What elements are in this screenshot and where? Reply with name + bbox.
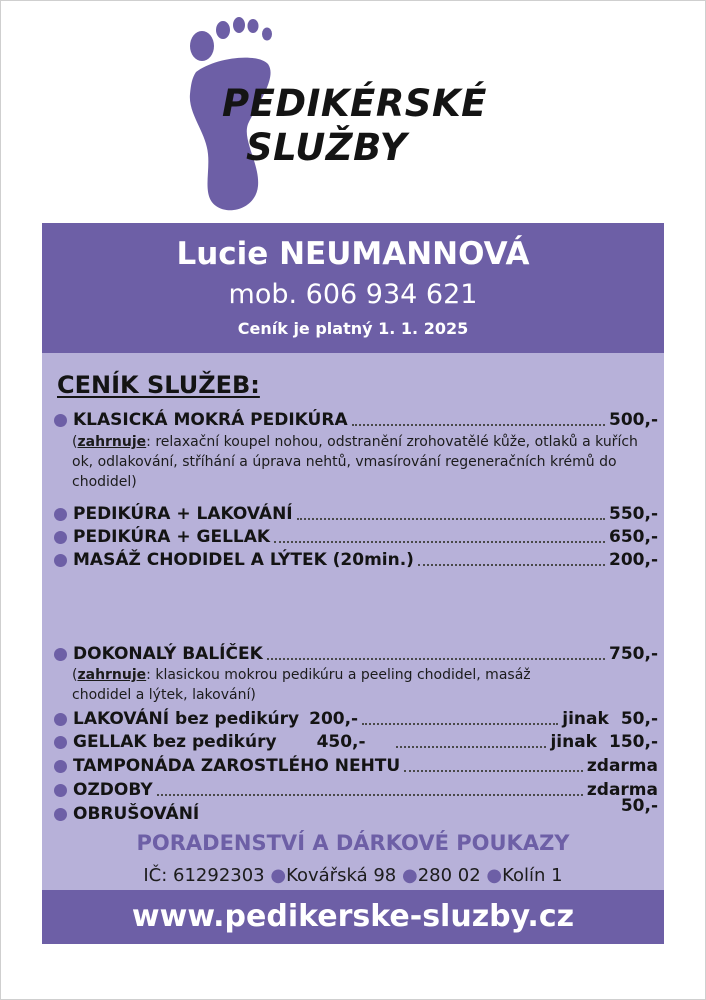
dot-leader <box>362 723 558 725</box>
validity-note: Ceník je platný 1. 1. 2025 <box>237 319 469 338</box>
desc-includes: zahrnuje <box>77 434 147 450</box>
price-row <box>54 779 658 801</box>
brand-line2: SLUŽBY <box>246 126 408 169</box>
bullet-dot-icon <box>54 414 67 427</box>
separator-dot-icon: ● <box>270 865 287 886</box>
street-address: Kovářská 98 <box>286 865 397 886</box>
brand-logo-text <box>222 82 487 170</box>
dot-leader <box>267 658 605 660</box>
service-label: KLASICKÁ MOKRÁ PEDIKÚRA <box>73 410 348 430</box>
service-label: GELLAK bez pedikúry <box>73 732 277 752</box>
dot-leader <box>297 518 605 520</box>
price-row <box>54 731 658 753</box>
dot-leader <box>157 794 583 796</box>
price-row <box>54 643 658 665</box>
bullet-dot-icon <box>54 808 67 821</box>
bullet-dot-icon <box>54 531 67 544</box>
desc-includes: zahrnuje <box>77 667 147 683</box>
dot-leader <box>352 424 605 426</box>
brand-line1: PEDIKÉRSKÉ <box>222 82 487 125</box>
bullet-dot-icon <box>54 736 67 749</box>
zip-code: 280 02 <box>417 865 481 886</box>
service-price: zdarma <box>586 756 658 776</box>
service-price: 750,- <box>609 644 658 664</box>
service-description <box>72 432 652 492</box>
pricelist-title: CENÍK SLUŽEB: <box>57 371 260 399</box>
service-price: 200,- <box>309 709 359 729</box>
price-row <box>54 503 658 525</box>
dot-leader <box>396 746 547 748</box>
bullet-dot-icon <box>54 554 67 567</box>
desc-text: : klasickou mokrou pedikúru a peeling chodidel, masáž chodidel a lýtek, lakování) <box>72 667 531 703</box>
owner-name: Lucie NEUMANNOVÁ <box>176 236 530 272</box>
price-row <box>54 549 658 571</box>
other-label: jinak <box>562 709 609 729</box>
advice-heading: PORADENSTVÍ A DÁRKOVÉ POUKAZY <box>136 831 570 855</box>
phone-number[interactable]: mob. 606 934 621 <box>228 279 478 310</box>
dot-leader <box>418 564 605 566</box>
service-label: OZDOBY <box>73 780 153 800</box>
pricelist-panel <box>42 353 664 890</box>
bullet-dot-icon <box>54 713 67 726</box>
bullet-dot-icon <box>54 648 67 661</box>
service-description <box>72 665 572 705</box>
price-row <box>54 526 658 548</box>
service-price: 500,- <box>609 410 658 430</box>
price-row <box>54 796 658 825</box>
dot-leader <box>404 770 583 772</box>
service-label: DOKONALÝ BALÍČEK <box>73 644 263 664</box>
dot-leader <box>274 541 605 543</box>
service-price: 450,- <box>316 732 366 752</box>
other-label: jinak <box>550 732 597 752</box>
desc-prefix: ( <box>72 434 78 450</box>
website-link[interactable]: www.pedikerske-sluzby.cz <box>42 890 664 944</box>
service-price: 200,- <box>609 550 658 570</box>
desc-prefix: ( <box>72 667 78 683</box>
separator-dot-icon: ● <box>401 865 418 886</box>
service-label: PEDIKÚRA + LAKOVÁNÍ <box>73 504 293 524</box>
separator-dot-icon: ● <box>486 865 503 886</box>
price-row <box>54 409 658 431</box>
price-row <box>54 755 658 777</box>
bullet-dot-icon <box>54 508 67 521</box>
desc-text: : relaxační koupel nohou, odstranění zrohovatělé kůže, otlaků a kuřích ok, odlakování, stříhání a úprava nehtů, vmasírování regeneračních krémů do chodidel) <box>72 434 638 490</box>
city: Kolín 1 <box>502 865 563 886</box>
company-info <box>42 865 664 886</box>
service-price: 50,- <box>620 796 658 816</box>
service-label: TAMPONÁDA ZAROSTLÉHO NEHTU <box>73 756 401 776</box>
price-row <box>54 708 658 730</box>
service-price: 650,- <box>609 527 658 547</box>
header-band <box>42 223 664 353</box>
bullet-dot-icon <box>54 760 67 773</box>
company-id: IČ: 61292303 <box>143 865 265 886</box>
service-label: MASÁŽ CHODIDEL A LÝTEK (20min.) <box>73 550 414 570</box>
service-label: LAKOVÁNÍ bez pedikúry <box>73 709 300 729</box>
service-price: 550,- <box>609 504 658 524</box>
other-price: 150,- <box>609 732 658 752</box>
bullet-dot-icon <box>54 784 67 797</box>
service-label: PEDIKÚRA + GELLAK <box>73 527 271 547</box>
other-price: 50,- <box>620 709 658 729</box>
service-label: OBRUŠOVÁNÍ <box>73 804 200 824</box>
service-price: zdarma <box>586 780 658 800</box>
